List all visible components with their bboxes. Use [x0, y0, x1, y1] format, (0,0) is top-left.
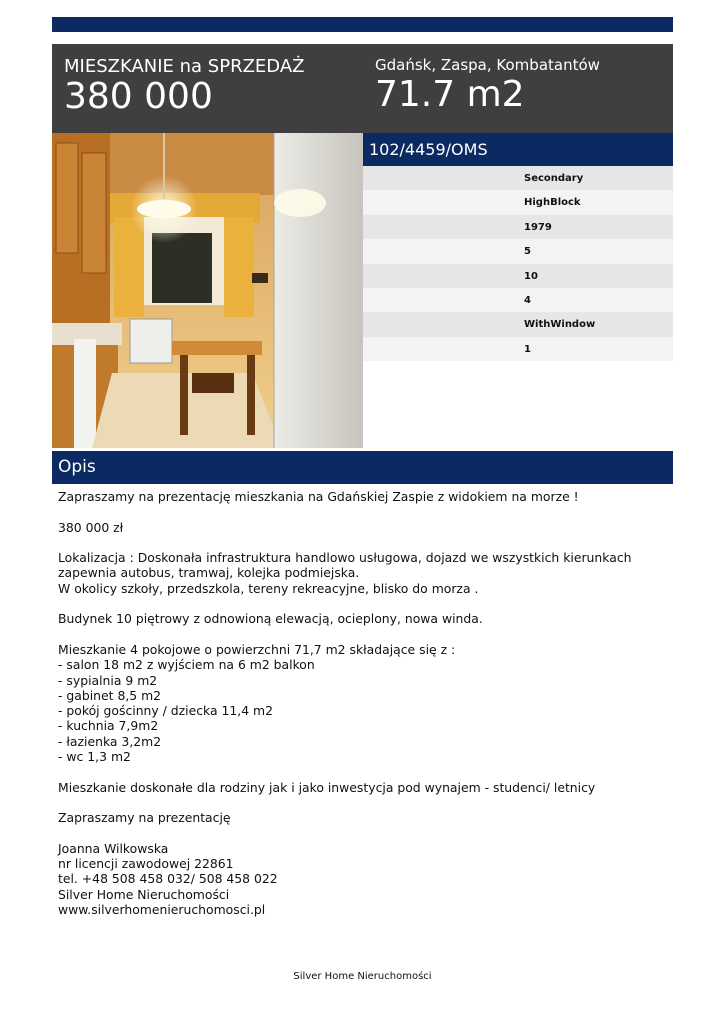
detail-floors-total: 10: [363, 264, 673, 288]
description: [58, 489, 668, 917]
description-paragraph: Mieszkanie 4 pokojowe o powierzchni 71,7 m2 składające się z : - salon 18 m2 z wyjściem na 6 m2 balkon - sypialnia 9 m2 - gabinet 8,5 m2 - pokój gościnny / dziecka 11,4 m2 - kuchnia 7,9m2 - łazienka 3,2m2 - wc 1,3 m2: [58, 641, 456, 765]
kitchen-photo: [52, 133, 363, 448]
detail-rooms: 4: [363, 288, 673, 312]
description-contact: Joanna Wilkowska nr licencji zawodowej 22861 tel. +48 508 458 032/ 508 458 022 Silver Home Nieruchomości www.silverhomenieruchomosci.pl: [58, 840, 278, 918]
reference-number: 102/4459/OMS: [363, 133, 673, 166]
detail-build-year: 1979: [363, 215, 673, 239]
detail-kitchen-type: WithWindow: [363, 312, 673, 336]
description-paragraph: 380 000 zł: [58, 519, 124, 535]
description-paragraph: Mieszkanie doskonałe dla rodziny jak i jako inwestycja pod wynajem - studenci/ letnicy: [58, 779, 596, 795]
listing-header: [52, 44, 673, 133]
section-title: Opis: [52, 451, 673, 484]
listing-price: 380 000: [64, 76, 213, 117]
detail-floor: 5: [363, 239, 673, 263]
details-table: [363, 166, 673, 361]
detail-bathrooms: 1: [363, 337, 673, 361]
listing-area: 71.7 m2: [375, 74, 525, 115]
footer: Silver Home Nieruchomości: [293, 971, 432, 982]
detail-market: Secondary: [363, 166, 673, 190]
listing-type: MIESZKANIE na SPRZEDAŻ: [64, 56, 305, 77]
description-paragraph: Zapraszamy na prezentację: [58, 810, 231, 826]
description-paragraph: Lokalizacja : Doskonała infrastruktura handlowo usługowa, dojazd we wszystkich kierunkach zapewnia autobus, tramwaj, kolejka podmiejska. W okolicy szkoły, przedszkola, tereny rekreacyjne, blisko do morza .: [58, 550, 632, 596]
description-paragraph: Budynek 10 piętrowy z odnowioną elewacją, ocieplony, nowa winda.: [58, 611, 483, 627]
top-accent-bar: [52, 17, 673, 32]
detail-building-type: HighBlock: [363, 190, 673, 214]
listing-location: Gdańsk, Zaspa, Kombatantów: [375, 56, 600, 74]
description-paragraph: Zapraszamy na prezentację mieszkania na Gdańskiej Zaspie z widokiem na morze !: [58, 489, 579, 504]
